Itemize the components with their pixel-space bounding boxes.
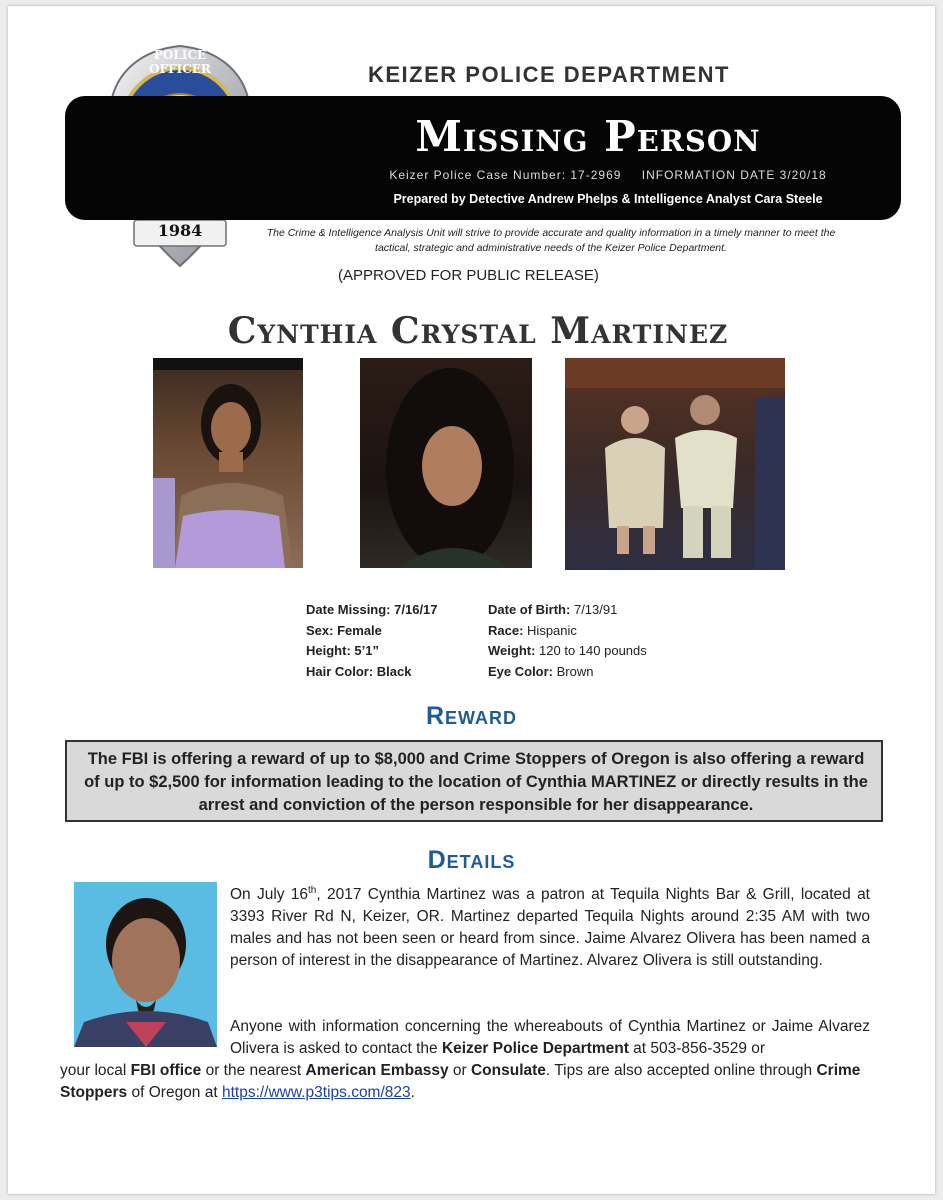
details-p2-text-e: or bbox=[448, 1062, 471, 1079]
dob-value: 7/13/91 bbox=[573, 602, 618, 617]
weight-label: Weight: bbox=[488, 643, 536, 658]
crime-stoppers: Crime Stoppers bbox=[60, 1062, 861, 1101]
tips-link[interactable]: https://www.p3tips.com/823 bbox=[221, 1084, 411, 1101]
details-p2-text-d: or the nearest bbox=[201, 1062, 306, 1079]
dob-label: Date of Birth: bbox=[488, 602, 571, 617]
approval-note: (APPROVED FOR PUBLIC RELEASE) bbox=[338, 267, 599, 284]
mission-statement: The Crime & Intelligence Analysis Unit will strive to provide accurate and quality information in a timely manner to meet the tactical, strategic and administrative needs of the Keizer Police Department. bbox=[266, 227, 836, 254]
details-paragraph-2-cont bbox=[60, 1060, 870, 1104]
person-details-right bbox=[488, 600, 647, 682]
height-label: Height: bbox=[306, 643, 351, 658]
missing-person-name: Cynthia Crystal Martinez bbox=[227, 310, 729, 352]
details-p2-end: . bbox=[410, 1084, 415, 1101]
fbi-office: FBI office bbox=[130, 1062, 202, 1079]
reward-text: The FBI is offering a reward of up to $8,000 and Crime Stoppers of Oregon is also offering a reward of up to $2,500 for information leading to the location of Cynthia MARTINEZ or directly results in the arrest and conviction of the person responsible for her disappearance. bbox=[84, 750, 868, 814]
eye-label: Eye Color: bbox=[488, 663, 554, 679]
sex-label: Sex: bbox=[306, 622, 334, 638]
details-p1-sup: th bbox=[308, 885, 317, 896]
case-number: Keizer Police Case Number: 17-2969 bbox=[389, 168, 622, 182]
race-label: Race: bbox=[488, 622, 524, 638]
date-missing-label: Date Missing: bbox=[306, 602, 391, 617]
details-p1-text-cont: , 2017 Cynthia Martinez was a patron at Tequila Nights Bar & Grill, located at 3393 River Rd N, Keizer, OR. Martinez departed Tequila Nights around 2:35 AM with two males and has not been seen or heard from since. Jaime Alvarez Olivera has been named a person of interest in the disappearance of Martinez. Alvarez Olivera is still outstanding. bbox=[230, 886, 870, 970]
page-title: Missing Person bbox=[415, 112, 761, 161]
consulate: Consulate bbox=[470, 1062, 546, 1079]
height-value: 5’1” bbox=[354, 643, 379, 658]
photo-person-of-interest bbox=[74, 882, 217, 1047]
prepared-by: Prepared by Detective Andrew Phelps & Intelligence Analyst Cara Steele bbox=[393, 192, 823, 206]
hair-value: Black bbox=[376, 663, 412, 679]
photo-selfie bbox=[153, 358, 303, 568]
badge-year: 1984 bbox=[157, 221, 203, 240]
details-paragraph-1 bbox=[230, 880, 870, 972]
american-embassy: American Embassy bbox=[305, 1062, 449, 1079]
reward-heading: Reward bbox=[425, 702, 518, 730]
photo-portrait bbox=[360, 358, 532, 568]
details-heading: Details bbox=[427, 846, 516, 874]
date-missing-value: 7/16/17 bbox=[394, 602, 438, 617]
information-date: INFORMATION DATE 3/20/18 bbox=[641, 168, 827, 182]
weight-value: 120 to 140 pounds bbox=[539, 643, 647, 658]
kpd-contact: Keizer Police Department bbox=[441, 1040, 629, 1057]
person-details-left bbox=[306, 600, 438, 682]
badge-top-text: POLICE OFFICER bbox=[149, 48, 211, 76]
details-p1-text: On July 16 bbox=[230, 886, 309, 904]
flyer-page bbox=[8, 6, 935, 1194]
details-p2-text: Anyone with information concerning the whereabouts of Cynthia Martinez or Jaime Alvarez Olivera is asked to contact the bbox=[230, 1018, 870, 1057]
case-info bbox=[338, 168, 878, 182]
department-name: KEIZER POLICE DEPARTMENT bbox=[368, 62, 730, 87]
hair-label: Hair Color: bbox=[306, 663, 374, 679]
details-p2-text-f: . Tips are also accepted online through bbox=[545, 1062, 817, 1079]
eye-value: Brown bbox=[556, 663, 594, 679]
details-p2-text-g: of Oregon at bbox=[127, 1084, 222, 1101]
photo-surveillance bbox=[565, 358, 785, 570]
details-p2-text-c: your local bbox=[60, 1062, 131, 1079]
details-p2-phone: at 503-856-3529 or bbox=[628, 1040, 766, 1057]
race-value: Hispanic bbox=[527, 622, 577, 638]
sex-value: Female bbox=[337, 622, 382, 638]
details-paragraph-2 bbox=[230, 1016, 870, 1060]
